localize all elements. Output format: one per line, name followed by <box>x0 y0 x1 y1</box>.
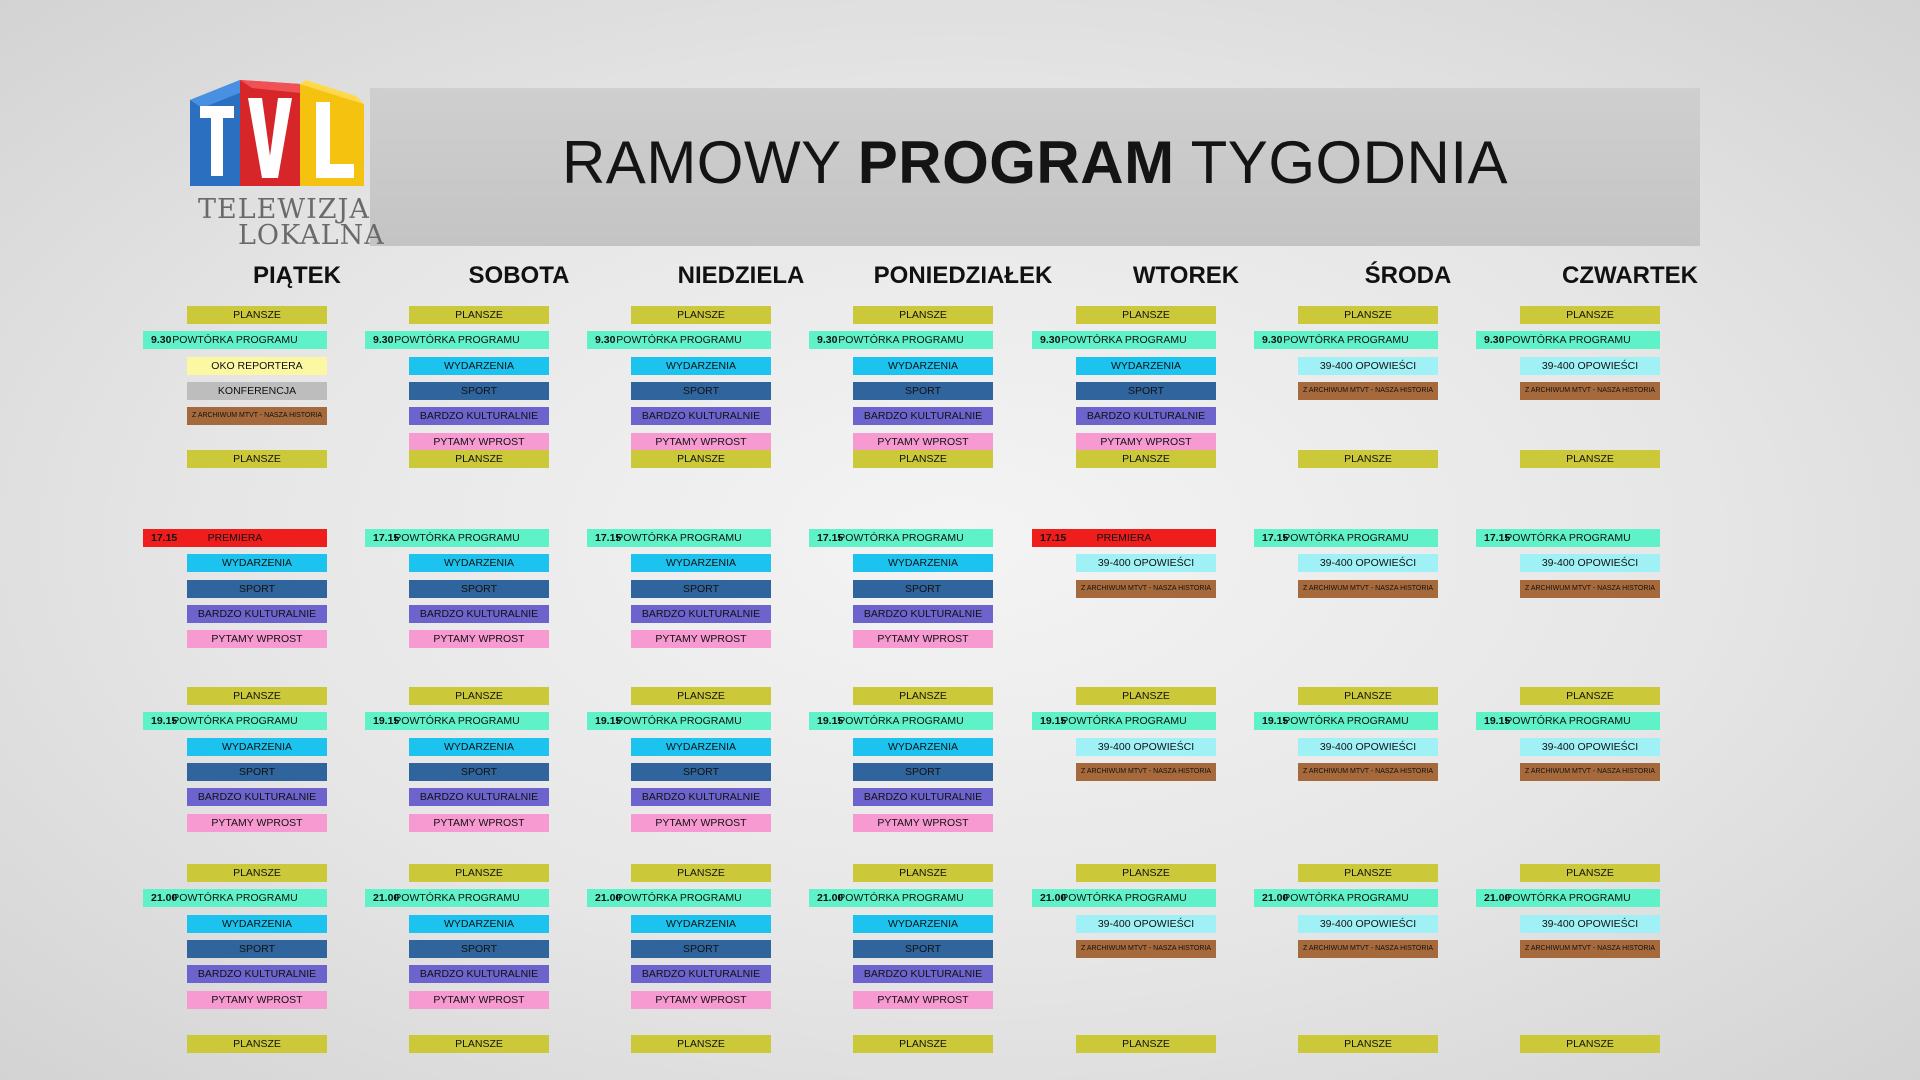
slot-time: 19.15 <box>595 715 622 728</box>
program-slot-wydarzenia: WYDARZENIA <box>853 738 993 756</box>
program-slot-bardzo-kulturalnie: BARDZO KULTURALNIE <box>187 965 327 983</box>
program-slot-39-400-opowiesci: 39-400 OPOWIEŚCI <box>1298 738 1438 756</box>
program-slot-sport: SPORT <box>1076 382 1216 400</box>
program-slot-wydarzenia: WYDARZENIA <box>853 915 993 933</box>
program-slot-plansze: PLANSZE <box>631 450 771 468</box>
slot-label: POWTÓRKA PROGRAMU <box>172 715 298 728</box>
program-slot-39-400-opowiesci: 39-400 OPOWIEŚCI <box>1520 915 1660 933</box>
slot-label: POWTÓRKA PROGRAMU <box>1505 892 1631 905</box>
program-slot-plansze: PLANSZE <box>409 306 549 324</box>
slot-time: 21.00 <box>1040 892 1067 905</box>
program-slot-pytamy-wprost: PYTAMY WPROST <box>409 433 549 451</box>
program-slot-sport: SPORT <box>631 940 771 958</box>
program-slot-plansze: PLANSZE <box>187 864 327 882</box>
program-slot-wydarzenia: WYDARZENIA <box>409 554 549 572</box>
slot-label: POWTÓRKA PROGRAMU <box>1061 715 1187 728</box>
slot-time: 17.15 <box>1040 532 1067 544</box>
slot-label: POWTÓRKA PROGRAMU <box>838 715 964 728</box>
program-slot-plansze: PLANSZE <box>409 1035 549 1053</box>
program-slot-konferencja: KONFERENCJA <box>187 382 327 400</box>
program-slot-39-400-opowiesci: 39-400 OPOWIEŚCI <box>1298 915 1438 933</box>
program-slot-z-archiwum-mtvt-nasza-historia: Z ARCHIWUM MTVT - NASZA HISTORIA <box>1076 940 1216 958</box>
day-name: SOBOTA <box>468 262 570 289</box>
slot-label: POWTÓRKA PROGRAMU <box>838 532 964 544</box>
program-slot-plansze: PLANSZE <box>853 450 993 468</box>
program-slot-plansze: PLANSZE <box>631 306 771 324</box>
program-slot-plansze: PLANSZE <box>1076 1035 1216 1053</box>
program-slot-plansze: PLANSZE <box>187 306 327 324</box>
program-slot-sport: SPORT <box>853 382 993 400</box>
program-slot-plansze: PLANSZE <box>1520 1035 1660 1053</box>
program-slot-sport: SPORT <box>409 763 549 781</box>
slot-label: POWTÓRKA PROGRAMU <box>394 532 520 544</box>
slot-time: 21.00 <box>151 892 178 905</box>
program-slot-pytamy-wprost: PYTAMY WPROST <box>631 814 771 832</box>
program-slot-bardzo-kulturalnie: BARDZO KULTURALNIE <box>631 788 771 806</box>
program-slot-powtorka-programu <box>365 331 549 349</box>
program-slot-pytamy-wprost: PYTAMY WPROST <box>1076 433 1216 451</box>
slot-label: POWTÓRKA PROGRAMU <box>394 892 520 905</box>
program-slot-powtorka-programu <box>1254 889 1438 907</box>
program-slot-wydarzenia: WYDARZENIA <box>187 738 327 756</box>
program-slot-powtorka-programu <box>365 529 549 547</box>
slot-time: 19.15 <box>817 715 844 728</box>
slot-time: 9.30 <box>373 334 394 347</box>
program-slot-z-archiwum-mtvt-nasza-historia: Z ARCHIWUM MTVT - NASZA HISTORIA <box>1298 580 1438 598</box>
program-slot-sport: SPORT <box>409 382 549 400</box>
program-slot-plansze: PLANSZE <box>1298 306 1438 324</box>
program-slot-plansze: PLANSZE <box>1520 864 1660 882</box>
program-slot-z-archiwum-mtvt-nasza-historia: Z ARCHIWUM MTVT - NASZA HISTORIA <box>187 407 327 425</box>
program-slot-sport: SPORT <box>853 580 993 598</box>
day-name: PONIEDZIAŁEK <box>873 262 1053 289</box>
slot-label: PREMIERA <box>207 532 263 544</box>
program-slot-sport: SPORT <box>187 940 327 958</box>
slot-time: 19.15 <box>1484 715 1511 728</box>
slot-label: POWTÓRKA PROGRAMU <box>1283 715 1409 728</box>
program-slot-powtorka-programu <box>365 712 549 730</box>
program-slot-z-archiwum-mtvt-nasza-historia: Z ARCHIWUM MTVT - NASZA HISTORIA <box>1298 763 1438 781</box>
program-slot-bardzo-kulturalnie: BARDZO KULTURALNIE <box>409 788 549 806</box>
title-part-2: PROGRAM <box>857 129 1175 196</box>
page-title <box>370 128 1700 197</box>
program-slot-plansze: PLANSZE <box>409 864 549 882</box>
program-slot-plansze: PLANSZE <box>1298 864 1438 882</box>
slot-time: 17.15 <box>817 532 844 544</box>
program-slot-bardzo-kulturalnie: BARDZO KULTURALNIE <box>853 407 993 425</box>
program-slot-bardzo-kulturalnie: BARDZO KULTURALNIE <box>409 965 549 983</box>
program-slot-plansze: PLANSZE <box>1520 450 1660 468</box>
title-band <box>370 88 1700 246</box>
program-slot-powtorka-programu <box>1476 712 1660 730</box>
program-slot-39-400-opowiesci: 39-400 OPOWIEŚCI <box>1520 554 1660 572</box>
program-slot-powtorka-programu <box>1254 529 1438 547</box>
program-slot-sport: SPORT <box>187 580 327 598</box>
program-slot-wydarzenia: WYDARZENIA <box>409 357 549 375</box>
program-slot-plansze: PLANSZE <box>1298 687 1438 705</box>
program-slot-bardzo-kulturalnie: BARDZO KULTURALNIE <box>409 407 549 425</box>
program-slot-plansze: PLANSZE <box>631 1035 771 1053</box>
slot-time: 19.15 <box>1262 715 1289 728</box>
program-slot-powtorka-programu <box>809 529 993 547</box>
program-slot-powtorka-programu <box>1254 331 1438 349</box>
program-slot-wydarzenia: WYDARZENIA <box>853 554 993 572</box>
program-slot-wydarzenia: WYDARZENIA <box>409 738 549 756</box>
program-slot-plansze: PLANSZE <box>1520 687 1660 705</box>
program-slot-39-400-opowiesci: 39-400 OPOWIEŚCI <box>1520 357 1660 375</box>
slot-label: POWTÓRKA PROGRAMU <box>1505 532 1631 544</box>
program-slot-sport: SPORT <box>853 940 993 958</box>
program-slot-sport: SPORT <box>631 763 771 781</box>
program-slot-z-archiwum-mtvt-nasza-historia: Z ARCHIWUM MTVT - NASZA HISTORIA <box>1076 763 1216 781</box>
program-slot-powtorka-programu <box>809 331 993 349</box>
program-slot-oko-reportera: OKO REPORTERA <box>187 357 327 375</box>
day-name: PIĄTEK <box>252 262 341 289</box>
slot-time: 9.30 <box>1040 334 1061 347</box>
title-part-1: RAMOWY <box>561 129 841 196</box>
program-slot-wydarzenia: WYDARZENIA <box>187 554 327 572</box>
program-slot-powtorka-programu <box>1032 331 1216 349</box>
program-slot-pytamy-wprost: PYTAMY WPROST <box>631 433 771 451</box>
program-slot-wydarzenia: WYDARZENIA <box>631 738 771 756</box>
slot-time: 19.15 <box>151 715 178 728</box>
program-slot-bardzo-kulturalnie: BARDZO KULTURALNIE <box>187 788 327 806</box>
slot-time: 9.30 <box>1484 334 1505 347</box>
program-slot-sport: SPORT <box>853 763 993 781</box>
program-slot-bardzo-kulturalnie: BARDZO KULTURALNIE <box>409 605 549 623</box>
program-slot-powtorka-programu <box>1476 331 1660 349</box>
program-slot-wydarzenia: WYDARZENIA <box>631 357 771 375</box>
program-slot-powtorka-programu <box>365 889 549 907</box>
program-slot-plansze: PLANSZE <box>1076 450 1216 468</box>
program-slot-pytamy-wprost: PYTAMY WPROST <box>409 630 549 648</box>
program-slot-z-archiwum-mtvt-nasza-historia: Z ARCHIWUM MTVT - NASZA HISTORIA <box>1520 382 1660 400</box>
program-slot-pytamy-wprost: PYTAMY WPROST <box>409 814 549 832</box>
program-slot-powtorka-programu <box>587 529 771 547</box>
tvl-logo-icon <box>188 74 388 199</box>
program-slot-powtorka-programu <box>143 331 327 349</box>
program-slot-sport: SPORT <box>409 580 549 598</box>
program-slot-pytamy-wprost: PYTAMY WPROST <box>631 991 771 1009</box>
slot-label: POWTÓRKA PROGRAMU <box>1061 334 1187 347</box>
program-slot-plansze: PLANSZE <box>187 687 327 705</box>
logo-line-1: TELEWIZJA <box>198 194 370 225</box>
program-slot-plansze: PLANSZE <box>853 1035 993 1053</box>
slot-label: POWTÓRKA PROGRAMU <box>172 892 298 905</box>
program-slot-plansze: PLANSZE <box>631 864 771 882</box>
program-slot-plansze: PLANSZE <box>853 864 993 882</box>
program-slot-bardzo-kulturalnie: BARDZO KULTURALNIE <box>853 788 993 806</box>
program-slot-wydarzenia: WYDARZENIA <box>631 554 771 572</box>
slot-time: 9.30 <box>151 334 172 347</box>
day-name: ŚRODA <box>1364 262 1452 289</box>
day-name: NIEDZIELA <box>677 262 805 289</box>
program-slot-39-400-opowiesci: 39-400 OPOWIEŚCI <box>1076 915 1216 933</box>
program-slot-powtorka-programu <box>1032 712 1216 730</box>
slot-label: POWTÓRKA PROGRAMU <box>1505 334 1631 347</box>
slot-time: 17.15 <box>151 532 178 544</box>
program-slot-powtorka-programu <box>143 712 327 730</box>
program-slot-powtorka-programu <box>1032 889 1216 907</box>
program-slot-sport: SPORT <box>409 940 549 958</box>
slot-label: POWTÓRKA PROGRAMU <box>1061 892 1187 905</box>
slot-label: POWTÓRKA PROGRAMU <box>394 715 520 728</box>
program-slot-39-400-opowiesci: 39-400 OPOWIEŚCI <box>1298 357 1438 375</box>
program-slot-plansze: PLANSZE <box>631 687 771 705</box>
program-slot-wydarzenia: WYDARZENIA <box>631 915 771 933</box>
slot-time: 21.00 <box>595 892 622 905</box>
program-slot-plansze: PLANSZE <box>187 1035 327 1053</box>
program-slot-pytamy-wprost: PYTAMY WPROST <box>853 433 993 451</box>
program-slot-plansze: PLANSZE <box>1076 864 1216 882</box>
program-slot-plansze: PLANSZE <box>1298 1035 1438 1053</box>
slot-time: 9.30 <box>1262 334 1283 347</box>
program-slot-plansze: PLANSZE <box>1520 306 1660 324</box>
slot-time: 19.15 <box>373 715 400 728</box>
program-slot-bardzo-kulturalnie: BARDZO KULTURALNIE <box>631 965 771 983</box>
program-slot-plansze: PLANSZE <box>853 687 993 705</box>
program-slot-premiera <box>143 529 327 547</box>
program-slot-powtorka-programu <box>587 712 771 730</box>
program-slot-plansze: PLANSZE <box>1298 450 1438 468</box>
slot-time: 21.00 <box>373 892 400 905</box>
slot-label: POWTÓRKA PROGRAMU <box>616 715 742 728</box>
program-slot-z-archiwum-mtvt-nasza-historia: Z ARCHIWUM MTVT - NASZA HISTORIA <box>1520 580 1660 598</box>
slot-time: 17.15 <box>373 532 400 544</box>
program-slot-bardzo-kulturalnie: BARDZO KULTURALNIE <box>631 605 771 623</box>
program-slot-bardzo-kulturalnie: BARDZO KULTURALNIE <box>631 407 771 425</box>
slot-label: POWTÓRKA PROGRAMU <box>1283 334 1409 347</box>
program-slot-bardzo-kulturalnie: BARDZO KULTURALNIE <box>1076 407 1216 425</box>
program-slot-z-archiwum-mtvt-nasza-historia: Z ARCHIWUM MTVT - NASZA HISTORIA <box>1520 940 1660 958</box>
slot-label: POWTÓRKA PROGRAMU <box>838 892 964 905</box>
program-slot-powtorka-programu <box>809 712 993 730</box>
slot-time: 9.30 <box>817 334 838 347</box>
slot-label: POWTÓRKA PROGRAMU <box>172 334 298 347</box>
slot-label: POWTÓRKA PROGRAMU <box>1505 715 1631 728</box>
program-slot-plansze: PLANSZE <box>409 687 549 705</box>
program-slot-z-archiwum-mtvt-nasza-historia: Z ARCHIWUM MTVT - NASZA HISTORIA <box>1520 763 1660 781</box>
slot-time: 21.00 <box>1262 892 1289 905</box>
program-slot-pytamy-wprost: PYTAMY WPROST <box>187 814 327 832</box>
slot-time: 21.00 <box>1484 892 1511 905</box>
program-slot-powtorka-programu <box>1254 712 1438 730</box>
slot-time: 9.30 <box>595 334 616 347</box>
program-slot-pytamy-wprost: PYTAMY WPROST <box>631 630 771 648</box>
slot-label: POWTÓRKA PROGRAMU <box>616 532 742 544</box>
slot-time: 17.15 <box>1262 532 1289 544</box>
program-slot-pytamy-wprost: PYTAMY WPROST <box>853 991 993 1009</box>
program-slot-pytamy-wprost: PYTAMY WPROST <box>187 991 327 1009</box>
tvl-logo <box>188 74 388 254</box>
program-slot-powtorka-programu <box>1476 889 1660 907</box>
slot-label: POWTÓRKA PROGRAMU <box>616 334 742 347</box>
program-slot-powtorka-programu <box>143 889 327 907</box>
program-slot-plansze: PLANSZE <box>1076 687 1216 705</box>
slot-label: POWTÓRKA PROGRAMU <box>394 334 520 347</box>
slot-label: PREMIERA <box>1096 532 1152 544</box>
program-slot-z-archiwum-mtvt-nasza-historia: Z ARCHIWUM MTVT - NASZA HISTORIA <box>1298 940 1438 958</box>
program-slot-39-400-opowiesci: 39-400 OPOWIEŚCI <box>1520 738 1660 756</box>
program-slot-39-400-opowiesci: 39-400 OPOWIEŚCI <box>1076 554 1216 572</box>
program-slot-plansze: PLANSZE <box>853 306 993 324</box>
program-slot-wydarzenia: WYDARZENIA <box>853 357 993 375</box>
program-slot-plansze: PLANSZE <box>409 450 549 468</box>
program-slot-powtorka-programu <box>809 889 993 907</box>
program-slot-powtorka-programu <box>587 889 771 907</box>
program-slot-powtorka-programu <box>1476 529 1660 547</box>
program-slot-pytamy-wprost: PYTAMY WPROST <box>409 991 549 1009</box>
program-slot-premiera <box>1032 529 1216 547</box>
slot-time: 17.15 <box>1484 532 1511 544</box>
program-slot-sport: SPORT <box>631 382 771 400</box>
day-name: CZWARTEK <box>1562 262 1698 289</box>
title-part-3: TYGODNIA <box>1190 129 1509 196</box>
program-slot-39-400-opowiesci: 39-400 OPOWIEŚCI <box>1298 554 1438 572</box>
slot-label: POWTÓRKA PROGRAMU <box>616 892 742 905</box>
program-slot-wydarzenia: WYDARZENIA <box>409 915 549 933</box>
program-slot-z-archiwum-mtvt-nasza-historia: Z ARCHIWUM MTVT - NASZA HISTORIA <box>1298 382 1438 400</box>
program-slot-plansze: PLANSZE <box>1076 306 1216 324</box>
program-slot-pytamy-wprost: PYTAMY WPROST <box>187 630 327 648</box>
program-slot-plansze: PLANSZE <box>187 450 327 468</box>
program-slot-pytamy-wprost: PYTAMY WPROST <box>853 814 993 832</box>
program-slot-pytamy-wprost: PYTAMY WPROST <box>853 630 993 648</box>
slot-label: POWTÓRKA PROGRAMU <box>838 334 964 347</box>
program-slot-sport: SPORT <box>187 763 327 781</box>
slot-label: POWTÓRKA PROGRAMU <box>1283 892 1409 905</box>
logo-line-2: LOKALNA <box>238 220 385 251</box>
slot-time: 19.15 <box>1040 715 1067 728</box>
program-slot-wydarzenia: WYDARZENIA <box>1076 357 1216 375</box>
day-name: WTOREK <box>1132 262 1240 289</box>
program-slot-z-archiwum-mtvt-nasza-historia: Z ARCHIWUM MTVT - NASZA HISTORIA <box>1076 580 1216 598</box>
slot-time: 17.15 <box>595 532 622 544</box>
program-slot-bardzo-kulturalnie: BARDZO KULTURALNIE <box>853 605 993 623</box>
slot-time: 21.00 <box>817 892 844 905</box>
program-slot-39-400-opowiesci: 39-400 OPOWIEŚCI <box>1076 738 1216 756</box>
program-slot-bardzo-kulturalnie: BARDZO KULTURALNIE <box>187 605 327 623</box>
program-slot-powtorka-programu <box>587 331 771 349</box>
slot-label: POWTÓRKA PROGRAMU <box>1283 532 1409 544</box>
program-slot-wydarzenia: WYDARZENIA <box>187 915 327 933</box>
program-slot-bardzo-kulturalnie: BARDZO KULTURALNIE <box>853 965 993 983</box>
program-slot-sport: SPORT <box>631 580 771 598</box>
